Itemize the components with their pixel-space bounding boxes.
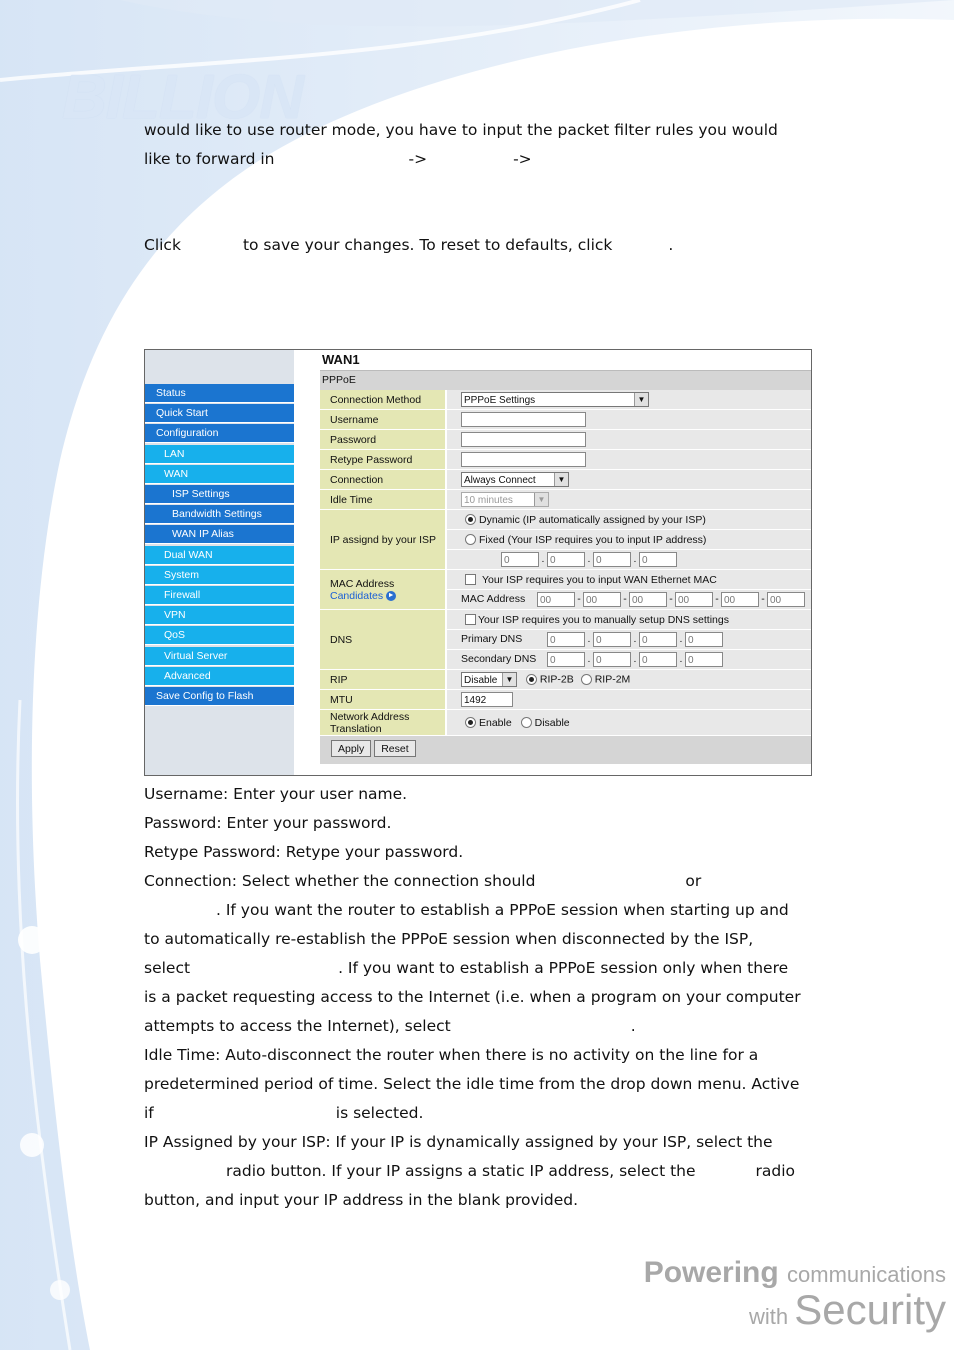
- mac-octet-6[interactable]: 00: [767, 592, 805, 607]
- save-mid-text: to save your changes. To reset to defaults, click: [242, 236, 613, 254]
- label-retype-password: Retype Password: [320, 450, 446, 470]
- password-input[interactable]: [461, 432, 586, 447]
- fixed-ip-octet-2[interactable]: 0: [547, 552, 585, 567]
- idle-time-select[interactable]: [461, 492, 549, 507]
- primary-dns-octet-1[interactable]: 0: [547, 632, 585, 647]
- username-input[interactable]: [461, 412, 586, 427]
- mac-octet-3[interactable]: 00: [629, 592, 667, 607]
- retype-password-input[interactable]: [461, 452, 586, 467]
- mac-checkbox[interactable]: [465, 574, 476, 585]
- save-instruction: [144, 231, 810, 260]
- sidebar-item-save-config-to-flash[interactable]: Save Config to Flash: [145, 687, 294, 706]
- desc-connection-4a: select: [144, 959, 191, 977]
- rip-2b-label: RIP-2B: [539, 673, 574, 686]
- connection-method-value: PPPoE Settings: [464, 395, 536, 406]
- mac-octet-5[interactable]: 00: [721, 592, 759, 607]
- sidebar-item-virtual-server[interactable]: Virtual Server: [145, 647, 294, 666]
- fixed-ip-octet-1[interactable]: 0: [501, 552, 539, 567]
- mac-octet-2[interactable]: 00: [583, 592, 621, 607]
- apply-button[interactable]: Apply: [331, 740, 371, 757]
- secondary-dns-octet-3[interactable]: 0: [639, 652, 677, 667]
- chevron-down-icon: ▼: [502, 673, 516, 686]
- fixed-ip-octet-3[interactable]: 0: [593, 552, 631, 567]
- sidebar-item-vpn[interactable]: VPN: [145, 606, 294, 625]
- tagline-communications: communications: [787, 1262, 946, 1287]
- dns-checkbox[interactable]: [465, 614, 476, 625]
- connection-value: Always Connect: [464, 475, 536, 486]
- desc-password: Password: Enter your password.: [144, 814, 392, 832]
- secondary-dns-label: Secondary DNS: [461, 653, 537, 666]
- label-mtu: MTU: [320, 690, 446, 710]
- sidebar-item-firewall[interactable]: Firewall: [145, 586, 294, 605]
- rip-2m-radio[interactable]: [581, 674, 592, 685]
- rip-value: Disable: [464, 675, 498, 686]
- intro-paragraph: [144, 116, 810, 174]
- secondary-dns-octet-4[interactable]: 0: [685, 652, 723, 667]
- sidebar-item-dual-wan[interactable]: Dual WAN: [145, 546, 294, 565]
- desc-connection-1a: Connection: Select whether the connection should: [144, 872, 536, 890]
- desc-idle-3a: if: [144, 1104, 154, 1122]
- sidebar-item-wan[interactable]: WAN: [145, 465, 294, 484]
- intro-line-1: would like to use router mode, you have to input the packet filter rules you would: [144, 121, 778, 139]
- label-nat: Network Address Translation: [320, 710, 446, 736]
- desc-ip-2a: radio button. If your IP assigns a static IP address, select the: [226, 1162, 696, 1180]
- desc-idle-3b: is selected.: [335, 1104, 424, 1122]
- connection-select[interactable]: [461, 472, 569, 487]
- desc-ip-2: [144, 1157, 810, 1186]
- router-screenshot: [144, 349, 812, 776]
- desc-connection-1: [144, 867, 810, 896]
- row-nat: [320, 710, 811, 736]
- ip-fixed-label: Fixed (Your ISP requires you to input IP address): [479, 533, 707, 546]
- desc-retype: Retype Password: Retype your password.: [144, 843, 464, 861]
- chevron-down-icon: ▼: [534, 493, 548, 506]
- rip-select[interactable]: [461, 672, 517, 687]
- desc-connection-2: [144, 896, 810, 925]
- primary-dns-octet-2[interactable]: 0: [593, 632, 631, 647]
- ip-fixed-radio[interactable]: [465, 534, 476, 545]
- wan-form: [320, 390, 811, 736]
- desc-ip-1: IP Assigned by your ISP: If your IP is dynamically assigned by your ISP, select the: [144, 1133, 773, 1151]
- row-connection-method: [320, 390, 811, 410]
- desc-idle-1: Idle Time: Auto-disconnect the router when there is no activity on the line for a: [144, 1046, 759, 1064]
- nat-disable-radio[interactable]: [521, 717, 532, 728]
- desc-connection-4: [144, 954, 810, 983]
- desc-connection-5: is a packet requesting access to the Internet (i.e. when a program on your computer: [144, 988, 801, 1006]
- label-ip-assign: IP assignd by your ISP: [320, 510, 446, 570]
- rip-2m-label: RIP-2M: [594, 673, 631, 686]
- candidates-label: Candidates: [330, 589, 384, 602]
- mac-octet-1[interactable]: 00: [537, 592, 575, 607]
- intro-arrow-1: ->: [408, 150, 428, 168]
- row-password: [320, 430, 811, 450]
- tagline-with: with: [749, 1304, 789, 1329]
- wan-title: WAN1: [320, 350, 811, 371]
- primary-dns-octet-4[interactable]: 0: [685, 632, 723, 647]
- row-mac-fields: MAC Address 00 - 00 - 00 - 00 - 00 - 00: [320, 590, 811, 610]
- row-fixed-ip-fields: 0 . 0 . 0 . 0: [320, 550, 811, 570]
- primary-dns-octet-3[interactable]: 0: [639, 632, 677, 647]
- billion-logo: BILLION: [62, 63, 303, 132]
- row-idle-time: [320, 490, 811, 510]
- chevron-down-icon: ▼: [554, 473, 568, 486]
- candidates-link[interactable]: [330, 590, 445, 602]
- desc-username: Username: Enter your user name.: [144, 785, 408, 803]
- desc-connection-3: to automatically re-establish the PPPoE session when disconnected by the ISP,: [144, 930, 754, 948]
- mac-address-label: MAC Address: [330, 577, 395, 590]
- sidebar-item-system[interactable]: System: [145, 566, 294, 585]
- desc-connection-2b: . If you want the router to establish a PPPoE session when starting up and: [216, 901, 789, 919]
- secondary-dns-octet-1[interactable]: 0: [547, 652, 585, 667]
- label-password: Password: [320, 430, 446, 450]
- pppoe-subtitle: PPPoE: [320, 371, 811, 390]
- row-ip-dynamic: [320, 510, 811, 530]
- router-sidebar: [145, 350, 294, 775]
- sidebar-item-configuration[interactable]: Configuration: [145, 424, 294, 443]
- row-rip: [320, 670, 811, 690]
- sidebar-item-qos[interactable]: QoS: [145, 626, 294, 645]
- sidebar-item-bandwidth-settings[interactable]: Bandwidth Settings: [145, 505, 294, 524]
- mac-octet-4[interactable]: 00: [675, 592, 713, 607]
- nat-disable-label: Disable: [534, 716, 570, 729]
- label-username: Username: [320, 410, 446, 430]
- row-connection: [320, 470, 811, 490]
- idle-time-value: 10 minutes: [464, 495, 513, 506]
- mac-check-label: Your ISP requires you to input WAN Ethernet MAC: [482, 573, 717, 586]
- ip-dynamic-label: Dynamic (IP automatically assigned by your ISP): [479, 513, 706, 526]
- tagline: [644, 1256, 946, 1334]
- sidebar-item-status[interactable]: Status: [145, 384, 294, 403]
- fixed-ip-octet-4[interactable]: 0: [639, 552, 677, 567]
- field-descriptions: [144, 780, 810, 1215]
- sidebar-item-quick-start[interactable]: Quick Start: [145, 404, 294, 423]
- row-primary-dns: Primary DNS 0 . 0 . 0 . 0: [320, 630, 811, 650]
- desc-idle-2: predetermined period of time. Select the idle time from the drop down menu. Active: [144, 1075, 800, 1093]
- desc-idle-3: [144, 1099, 810, 1128]
- intro-line-2: [144, 145, 810, 174]
- row-retype-password: [320, 450, 811, 470]
- button-bar: [320, 736, 811, 764]
- label-mac-address: [320, 570, 446, 610]
- chevron-down-icon: ▼: [634, 393, 648, 406]
- desc-connection-6b: .: [630, 1017, 636, 1035]
- label-connection-method: Connection Method: [320, 390, 446, 410]
- desc-ip-2b: radio: [755, 1162, 796, 1180]
- connection-method-select[interactable]: [461, 392, 649, 407]
- label-idle-time: Idle Time: [320, 490, 446, 510]
- intro-line-2-text: like to forward in: [144, 150, 275, 168]
- desc-connection-or: or: [685, 872, 702, 890]
- row-username: [320, 410, 811, 430]
- row-mac-check: [320, 570, 811, 590]
- reset-button[interactable]: Reset: [374, 740, 415, 757]
- dns-check-label: Your ISP requires you to manually setup DNS settings: [478, 613, 729, 626]
- desc-ip-3: button, and input your IP address in the blank provided.: [144, 1191, 579, 1209]
- rip-2b-radio[interactable]: [526, 674, 537, 685]
- sidebar-item-advanced[interactable]: Advanced: [145, 667, 294, 686]
- label-rip: RIP: [320, 670, 446, 690]
- desc-connection-6: [144, 1012, 810, 1041]
- sidebar-item-lan[interactable]: LAN: [145, 445, 294, 464]
- sidebar-item-isp-settings[interactable]: ISP Settings: [145, 485, 294, 504]
- router-main-panel: [320, 350, 811, 775]
- row-dns-check: [320, 610, 811, 630]
- sidebar-item-wan-ip-alias[interactable]: WAN IP Alias: [145, 525, 294, 544]
- label-connection: Connection: [320, 470, 446, 490]
- tagline-security: Security: [794, 1286, 946, 1333]
- row-secondary-dns: Secondary DNS 0 . 0 . 0 . 0: [320, 650, 811, 670]
- desc-connection-4b: . If you want to establish a PPPoE session only when there: [338, 959, 789, 977]
- mac-field-label: MAC Address: [461, 593, 526, 606]
- nat-enable-radio[interactable]: [465, 717, 476, 728]
- desc-connection-6a: attempts to access the Internet), select: [144, 1017, 451, 1035]
- primary-dns-label: Primary DNS: [461, 633, 523, 646]
- ip-dynamic-radio[interactable]: [465, 514, 476, 525]
- save-click-text: Click: [144, 236, 181, 254]
- label-dns: DNS: [320, 610, 446, 670]
- nat-enable-label: Enable: [479, 716, 512, 729]
- tagline-powering: Powering: [643, 1256, 779, 1289]
- save-end-text: .: [668, 236, 674, 254]
- mtu-input[interactable]: 1492: [461, 692, 513, 707]
- arrow-right-icon: ►: [387, 591, 395, 599]
- intro-arrow-2: ->: [513, 150, 532, 168]
- row-mtu: [320, 690, 811, 710]
- secondary-dns-octet-2[interactable]: 0: [593, 652, 631, 667]
